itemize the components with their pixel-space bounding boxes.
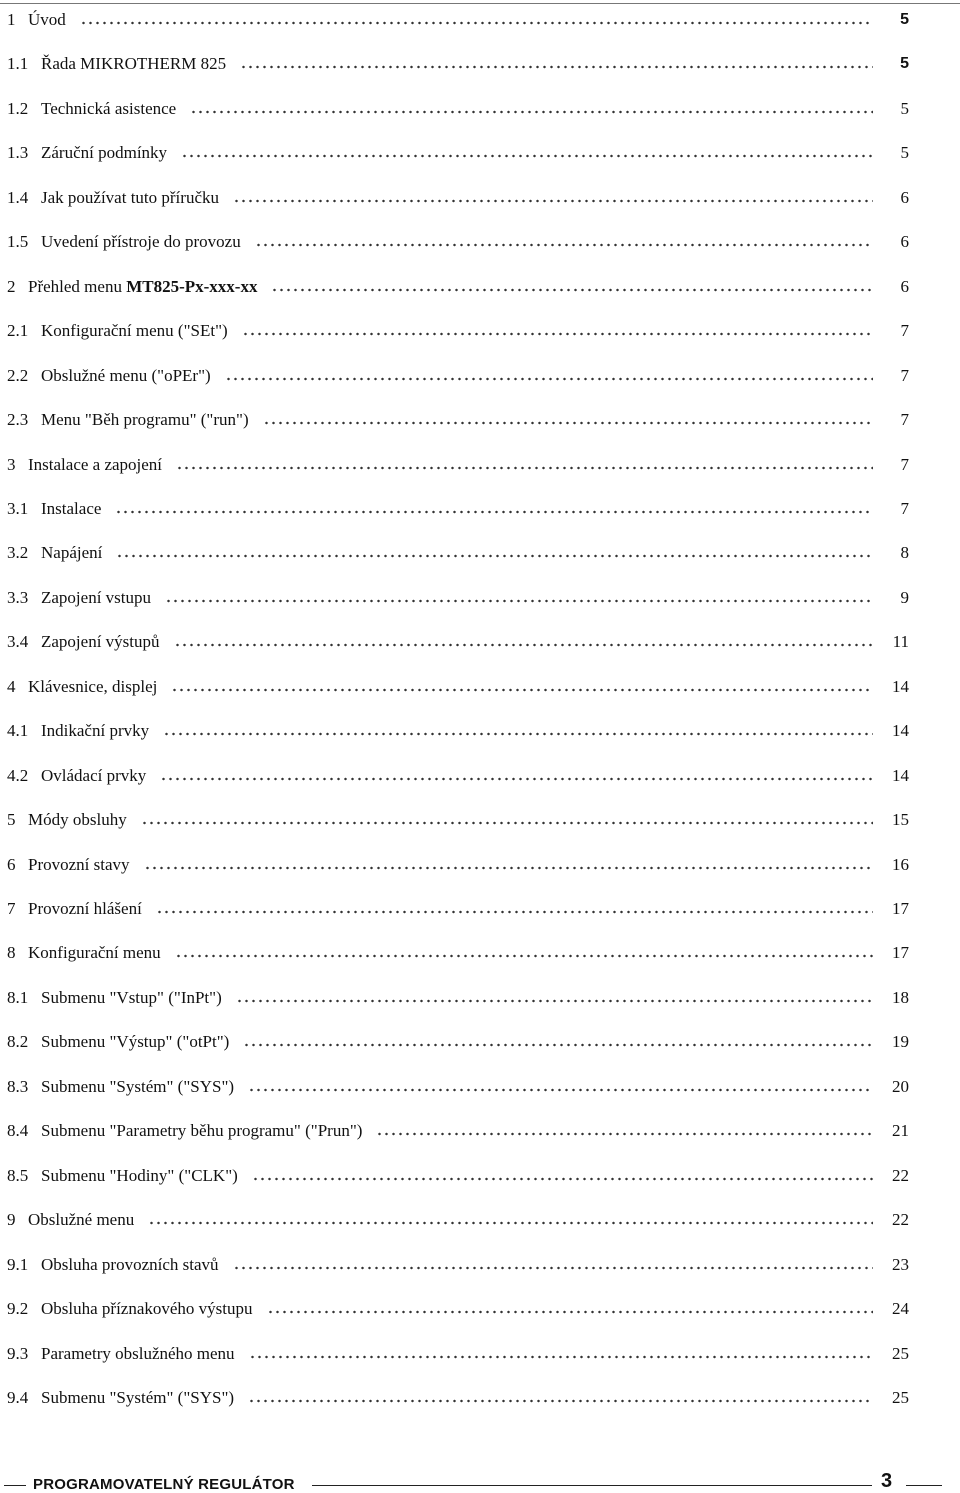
dot-leader: [190, 110, 873, 114]
toc-entry-title: [28, 899, 148, 919]
toc-entry[interactable]: [7, 806, 909, 834]
toc-entry-title: [41, 632, 166, 652]
toc-entry-number: 1.5: [7, 232, 29, 252]
toc-entry-title: [41, 588, 157, 608]
toc-entry-number: 8.2: [7, 1032, 29, 1052]
toc-entry-title-text: Obslužné menu ("oPEr"): [41, 365, 211, 385]
toc-entry-page: 19: [892, 1032, 909, 1052]
toc-entry-title: [41, 499, 107, 519]
toc-entry-title-text: Napájení: [41, 543, 103, 563]
dot-leader: [80, 21, 873, 25]
toc-entry-number: 2: [7, 276, 16, 296]
toc-entry-title: [41, 99, 182, 119]
toc-entry-page: 16: [892, 854, 909, 874]
toc-entry-title: [28, 855, 136, 875]
toc-entry-title-text: Konfigurační menu ("SEt"): [41, 321, 228, 341]
toc-entry[interactable]: [7, 50, 909, 78]
toc-entry-page: 5: [900, 11, 909, 28]
dot-leader: [376, 1132, 873, 1136]
dot-leader: [181, 154, 873, 158]
toc-entry-title-text: Řada MIKROTHERM 825: [41, 54, 227, 74]
dot-leader: [252, 1177, 873, 1181]
dot-leader: [171, 688, 873, 692]
toc-entry-page: 17: [892, 943, 909, 963]
toc-entry[interactable]: [7, 228, 909, 256]
toc-entry[interactable]: [7, 673, 909, 701]
toc-entry[interactable]: [7, 273, 909, 301]
toc-entry-number: 3.4: [7, 632, 29, 652]
toc-entry-page: 21: [892, 1121, 909, 1141]
toc-entry-number: 3: [7, 454, 16, 474]
dot-leader: [249, 1355, 873, 1359]
toc-entry-title-text: Ovládací prvky: [41, 765, 147, 785]
toc-entry-number: 8.3: [7, 1076, 29, 1096]
toc-entry-page: 5: [900, 143, 909, 163]
toc-entry-number: 4: [7, 676, 16, 696]
toc-entry-title-text: Provozní stavy: [28, 854, 130, 874]
toc-entry-number: 2.1: [7, 321, 29, 341]
toc-entry-title: [28, 10, 72, 30]
toc-entry-title-model: MT825-Px-xxx-xx: [126, 276, 258, 296]
toc-entry[interactable]: [7, 1295, 909, 1323]
toc-entry-title-text: Submenu "Systém" ("SYS"): [41, 1387, 235, 1407]
toc-entry-title: [41, 188, 225, 208]
toc-entry-title: [41, 1255, 225, 1275]
toc-entry-title-text: Přehled menu: [28, 276, 127, 296]
toc-entry-title: [28, 455, 168, 475]
toc-entry-page: 18: [892, 987, 909, 1007]
page-footer: [0, 1468, 960, 1492]
toc-entry-title: [41, 543, 108, 563]
toc-entry-title-text: Úvod: [28, 10, 66, 29]
toc-entry-title-text: Submenu "Parametry běhu programu" ("Prun"): [41, 1121, 363, 1141]
toc-entry[interactable]: [7, 1028, 909, 1056]
toc-entry[interactable]: [7, 362, 909, 390]
footer-rule-middle: [312, 1485, 872, 1486]
toc-entry-title: [28, 1210, 140, 1230]
toc-entry-number: 3.2: [7, 543, 29, 563]
toc-entry[interactable]: [7, 1117, 909, 1145]
toc-entry-page: 24: [892, 1299, 909, 1319]
toc-entry-page: 11: [892, 632, 909, 652]
toc-entry-title: [41, 366, 217, 386]
toc-entry-title: [28, 943, 167, 963]
toc-entry[interactable]: [7, 762, 909, 790]
toc-entry-page: 20: [892, 1076, 909, 1096]
toc-entry-number: 1: [7, 10, 16, 29]
toc-entry-number: 3.3: [7, 587, 29, 607]
toc-entry-title-text: Záruční podmínky: [41, 143, 168, 163]
toc-entry-page: 15: [892, 810, 909, 830]
toc-entry-page: 14: [892, 765, 909, 785]
dot-leader: [163, 732, 873, 736]
toc-entry-page: 5: [900, 98, 909, 118]
footer-rule-left: [4, 1485, 26, 1486]
toc-entry-title: [41, 54, 232, 74]
dot-leader: [160, 777, 873, 781]
toc-entry-title-text: Jak používat tuto příručku: [41, 187, 219, 207]
toc-entry-page: 8: [900, 543, 909, 563]
toc-entry-title: [41, 1121, 368, 1141]
dot-leader: [141, 821, 873, 825]
toc-entry-title-text: Submenu "Vstup" ("InPt"): [41, 987, 222, 1007]
dot-leader: [144, 866, 873, 870]
toc-entry-number: 9.1: [7, 1254, 29, 1274]
toc-entry-title-text: Zapojení výstupů: [41, 632, 160, 652]
toc-entry[interactable]: [7, 717, 909, 745]
toc-entry-title-text: Zapojení vstupu: [41, 587, 152, 607]
toc-entry-title-text: Konfigurační menu: [28, 943, 161, 963]
toc-entry-title-text: Indikační prvky: [41, 721, 150, 741]
toc-entry-page: 5: [900, 55, 909, 73]
toc-entry[interactable]: [7, 1340, 909, 1368]
toc-entry-title-text: Provozní hlášení: [28, 899, 142, 918]
toc-entry-title: [41, 232, 247, 252]
dot-leader: [176, 466, 873, 470]
toc-entry[interactable]: [7, 584, 909, 612]
dot-leader: [240, 65, 873, 69]
toc-entry-number: 3.1: [7, 498, 29, 518]
toc-entry-title-text: Parametry obslužného menu: [41, 1343, 235, 1363]
toc-entry-page: 25: [892, 1387, 909, 1407]
toc-entry-page: 25: [892, 1343, 909, 1363]
toc-entry-title-text: Submenu "Výstup" ("otPt"): [41, 1032, 230, 1052]
toc-entry-page: 23: [892, 1254, 909, 1274]
toc-entry[interactable]: [7, 184, 909, 212]
toc-entry-title: [41, 1299, 259, 1319]
toc-entry[interactable]: [7, 6, 909, 34]
dot-leader: [255, 243, 873, 247]
toc-entry[interactable]: [7, 451, 909, 479]
dot-leader: [248, 1088, 873, 1092]
toc-entry[interactable]: [7, 1251, 909, 1279]
dot-leader: [263, 421, 873, 425]
toc-entry-number: 9.3: [7, 1343, 29, 1363]
toc-entry-title: [28, 277, 263, 297]
toc-entry-number: 8.1: [7, 987, 29, 1007]
toc-entry-title: [41, 988, 228, 1008]
footer-page-number: 3: [881, 1470, 893, 1492]
dot-leader: [243, 1043, 873, 1047]
toc-entry-page: 6: [900, 276, 909, 296]
toc-entry-number: 9: [7, 1210, 16, 1230]
toc-entry-page: 6: [900, 232, 909, 252]
toc-entry-title: [28, 677, 163, 697]
toc-entry[interactable]: [7, 495, 909, 523]
toc-entry-page: 7: [900, 454, 909, 474]
toc-entry-number: 1.1: [7, 54, 29, 74]
toc-entry-title-text: Obslužné menu: [28, 1210, 135, 1230]
toc-entry-page: 7: [900, 321, 909, 341]
toc-entry-number: 7: [7, 899, 16, 918]
toc-entry-title-text: Klávesnice, displej: [28, 676, 158, 696]
toc-entry-page: 7: [900, 365, 909, 385]
dot-leader: [236, 999, 873, 1003]
dot-leader: [271, 288, 873, 292]
toc-entry-number: 1.2: [7, 98, 29, 118]
toc-entry[interactable]: [7, 1073, 909, 1101]
toc-entry[interactable]: [7, 1206, 909, 1234]
toc-entry-number: 4.2: [7, 765, 29, 785]
toc-entry-title-text: Instalace: [41, 498, 102, 518]
dot-leader: [165, 599, 873, 603]
toc-entry-title-text: Technická asistence: [41, 98, 177, 118]
toc-entry[interactable]: [7, 939, 909, 967]
dot-leader: [156, 910, 873, 914]
toc-entry-title: [41, 143, 173, 163]
toc-entry-number: 1.4: [7, 187, 29, 207]
toc-entry-page: 7: [900, 410, 909, 430]
toc-entry-number: 8.4: [7, 1121, 29, 1141]
dot-leader: [267, 1310, 873, 1314]
toc-entry-number: 8.5: [7, 1165, 29, 1185]
toc-entry-page: 14: [892, 676, 909, 696]
dot-leader: [233, 1266, 873, 1270]
toc-entry[interactable]: [7, 628, 909, 656]
toc-entry-number: 1.3: [7, 143, 29, 163]
toc-entry-title-text: Módy obsluhy: [28, 810, 127, 830]
toc-entry-title-text: Submenu "Hodiny" ("CLK"): [41, 1165, 238, 1185]
toc-entry-title: [41, 410, 255, 430]
toc-entry-page: 22: [892, 1165, 909, 1185]
toc-entry-title-text: Menu "Běh programu" ("run"): [41, 410, 249, 430]
toc-entry-title-text: Uvedení přístroje do provozu: [41, 232, 241, 252]
toc-entry[interactable]: [7, 851, 909, 879]
toc-entry[interactable]: [7, 1384, 909, 1412]
toc-entry-page: 9: [900, 587, 909, 607]
toc-entry[interactable]: [7, 895, 909, 923]
toc-entry[interactable]: [7, 406, 909, 434]
toc-entry-title: [41, 321, 234, 341]
toc-entry[interactable]: [7, 1162, 909, 1190]
toc-entry-page: 22: [892, 1210, 909, 1230]
toc-entry-title: [41, 1344, 241, 1364]
toc-entry-page: 6: [900, 187, 909, 207]
toc-entry[interactable]: [7, 95, 909, 123]
toc-entry-number: 9.4: [7, 1387, 29, 1407]
toc-entry-title-text: Submenu "Systém" ("SYS"): [41, 1076, 235, 1096]
dot-leader: [175, 954, 873, 958]
toc-entry-title-text: Instalace a zapojení: [28, 454, 163, 474]
dot-leader: [115, 510, 873, 514]
toc-entry-number: 5: [7, 810, 16, 830]
toc-entry-number: 2.2: [7, 365, 29, 385]
toc-entry-title: [41, 1166, 244, 1186]
dot-leader: [116, 554, 873, 558]
toc-entry-title-text: Obsluha provozních stavů: [41, 1254, 219, 1274]
toc-entry[interactable]: [7, 539, 909, 567]
toc-entry-page: 14: [892, 721, 909, 741]
dot-leader: [242, 332, 873, 336]
toc-entry-number: 4.1: [7, 721, 29, 741]
toc-entry-title: [41, 721, 155, 741]
toc-entry-number: 8: [7, 943, 16, 963]
toc-entry-title: [28, 810, 133, 830]
top-rule: [0, 3, 960, 4]
toc-entry-title-text: Obsluha příznakového výstupu: [41, 1299, 253, 1319]
footer-rule-right: [906, 1485, 942, 1486]
dot-leader: [225, 377, 873, 381]
toc-entry-title: [41, 766, 152, 786]
toc-entry[interactable]: [7, 317, 909, 345]
toc-entry[interactable]: [7, 984, 909, 1012]
toc-entry-number: 9.2: [7, 1299, 29, 1319]
dot-leader: [148, 1221, 873, 1225]
dot-leader: [174, 643, 873, 647]
toc-entry-page: 7: [900, 498, 909, 518]
toc-entry-number: 6: [7, 854, 16, 874]
dot-leader: [233, 199, 873, 203]
toc-entry-title: [41, 1032, 235, 1052]
dot-leader: [248, 1399, 873, 1403]
toc-entry[interactable]: [7, 139, 909, 167]
toc-entry-number: 2.3: [7, 410, 29, 430]
toc-entry-title: [41, 1388, 240, 1408]
toc-entry-page: 17: [892, 899, 909, 918]
footer-title: PROGRAMOVATELNÝ REGULÁTOR: [33, 1476, 295, 1493]
toc-entry-title: [41, 1077, 240, 1097]
